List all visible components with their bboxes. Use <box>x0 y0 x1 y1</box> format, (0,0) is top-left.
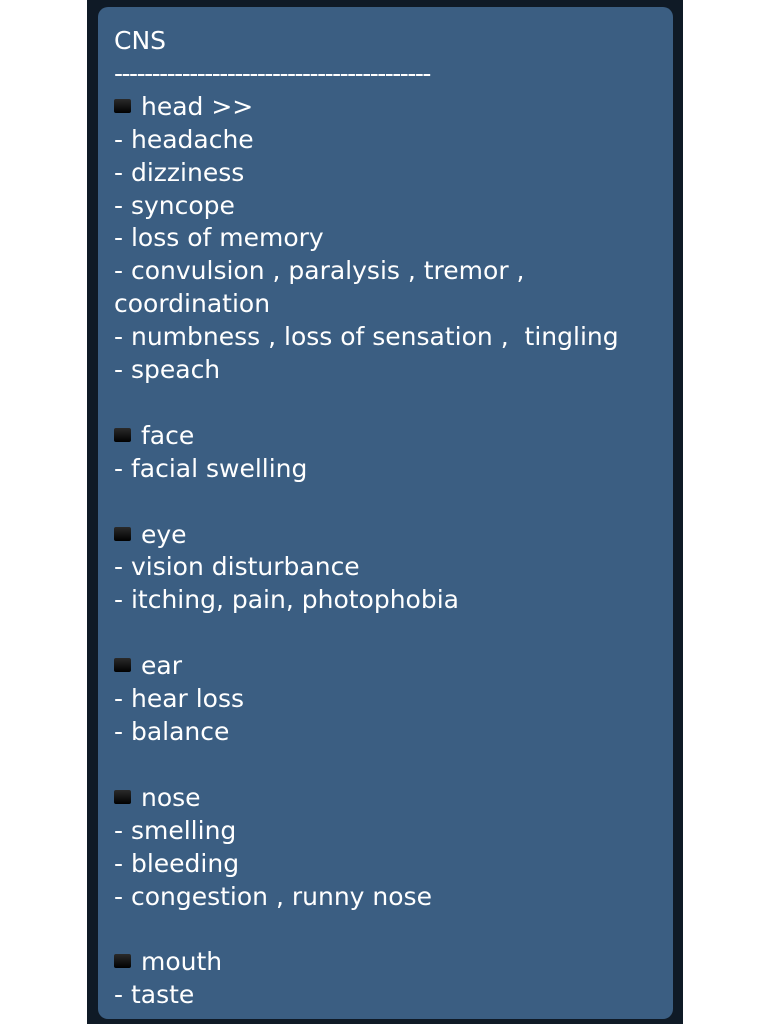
section-heading-face: face <box>114 420 657 453</box>
list-item: - convulsion , paralysis , tremor , coordination <box>114 256 525 319</box>
message-bubble[interactable] <box>98 7 673 1019</box>
black-square-icon <box>114 527 131 541</box>
list-item: - headache <box>114 124 254 154</box>
section-spacer <box>114 387 657 420</box>
section-heading-ear: ear <box>114 650 657 683</box>
list-item: - congestion , runny nose <box>114 881 432 911</box>
section-heading-eye: eye <box>114 519 657 552</box>
list-item: - syncope <box>114 190 235 220</box>
list-item: - bleeding <box>114 848 240 878</box>
list-item: - taste <box>114 980 195 1010</box>
section-heading-mouth: mouth <box>114 946 657 979</box>
black-square-icon <box>114 954 131 968</box>
black-square-icon <box>114 428 131 442</box>
list-item: - balance <box>114 716 230 746</box>
chat-background <box>87 0 683 1024</box>
list-item: - loss of memory <box>114 223 324 253</box>
black-square-icon <box>114 790 131 804</box>
list-item: - numbness , loss of sensation , tingling <box>114 322 619 352</box>
list-item: - speach <box>114 355 221 385</box>
section-spacer <box>114 617 657 650</box>
section-heading-nose: nose <box>114 782 657 815</box>
list-item: - hear loss <box>114 684 245 714</box>
black-square-icon <box>114 658 131 672</box>
section-spacer <box>114 486 657 519</box>
list-item: - vision disturbance <box>114 552 360 582</box>
list-item: - facial swelling <box>114 453 308 483</box>
section-heading-head: head >> <box>114 91 657 124</box>
black-square-icon <box>114 99 131 113</box>
section-spacer <box>114 913 657 946</box>
list-item: - dizziness <box>114 157 245 187</box>
list-item: - smelling <box>114 815 237 845</box>
list-item: - itching, pain, photophobia <box>114 585 459 615</box>
section-spacer <box>114 749 657 782</box>
message-divider: ------------------------------------------ <box>114 58 430 88</box>
message-title: CNS <box>114 26 167 55</box>
